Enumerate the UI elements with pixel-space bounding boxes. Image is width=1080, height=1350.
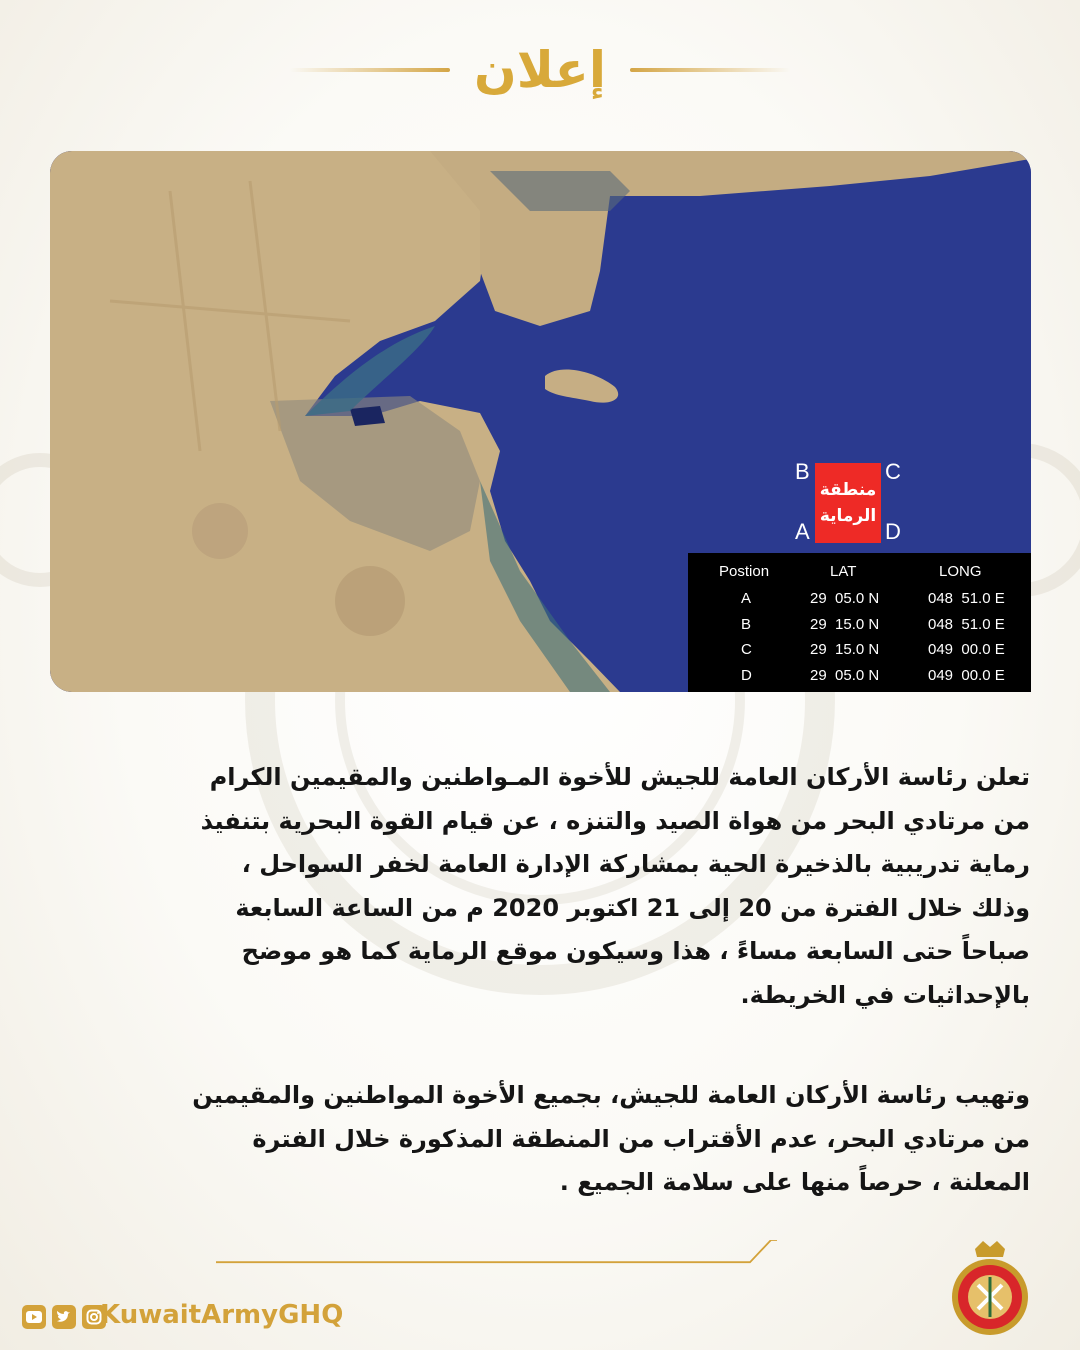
cell-position: A — [741, 590, 752, 607]
cell-long: 048 51.0 E — [928, 616, 1005, 633]
zone-label-line1: منطقة — [819, 480, 877, 500]
paragraph-line: من مرتادي البحر من هواة الصيد والتنزه ، عن قيام القوة البحرية بتنفيذ — [200, 806, 1030, 835]
cell-lat: 29 05.0 N — [810, 667, 880, 684]
corner-label-b: B — [795, 459, 810, 484]
firing-zone-marker — [815, 463, 881, 543]
social-links — [22, 1305, 106, 1329]
paragraph-line: تعلن رئاسة الأركان العامة للجيش للأخوة المـواطنين والمقيمين الكرام — [209, 763, 1030, 791]
header-lat: LAT — [830, 563, 857, 580]
paragraph-line: وتهيب رئاسة الأركان العامة للجيش، بجميع الأخوة المواطنين والمقيمين — [192, 1081, 1030, 1109]
announcement-title: إعلان — [474, 41, 606, 99]
zone-label-line2: الرماية — [819, 506, 877, 526]
header-position: Postion — [719, 563, 770, 580]
footer-divider — [0, 1240, 1080, 1264]
table-row — [688, 590, 1031, 616]
corner-label-c: C — [885, 459, 901, 484]
title-ornament-right — [630, 68, 790, 72]
corner-label-a: A — [795, 519, 810, 544]
cell-long: 048 51.0 E — [928, 590, 1005, 607]
paragraph-line: بالإحداثيات في الخريطة. — [740, 980, 1030, 1009]
cell-lat: 29 05.0 N — [810, 590, 880, 607]
paragraph-line: من مرتادي البحر، عدم الأقتراب من المنطقة المذكورة خلال الفترة — [252, 1124, 1030, 1153]
cell-position: C — [741, 641, 752, 658]
twitter-icon[interactable] — [52, 1305, 76, 1329]
army-emblem — [945, 1237, 1035, 1337]
cell-long: 049 00.0 E — [928, 667, 1005, 684]
corner-label-d: D — [885, 519, 901, 544]
cell-long: 049 00.0 E — [928, 641, 1005, 658]
table-row — [688, 641, 1031, 667]
youtube-icon[interactable] — [22, 1305, 46, 1329]
cell-position: D — [741, 667, 752, 684]
table-row — [688, 667, 1031, 693]
social-handle[interactable]: KuwaitArmyGHQ — [100, 1300, 344, 1330]
header-long: LONG — [939, 563, 982, 580]
paragraph-line: صباحاً حتى السابعة مساءً ، هذا وسيكون موقع الرماية كما هو موضح — [241, 937, 1030, 965]
header — [0, 30, 1080, 110]
paragraph-line: رماية تدريبية بالذخيرة الحية بمشاركة الإدارة العامة لخفر السواحل ، — [241, 850, 1030, 878]
paragraph-line: وذلك خلال الفترة من 20 إلى 21 اكتوبر 2020 م من الساعة السابعة — [235, 893, 1030, 922]
title-ornament-left — [290, 68, 450, 72]
announcement-paragraph-1 — [48, 756, 1030, 1017]
table-header-row — [688, 563, 1031, 589]
coordinates-table — [688, 553, 1031, 692]
announcement-paragraph-2 — [48, 1074, 1030, 1205]
cell-position: B — [741, 616, 752, 633]
cell-lat: 29 15.0 N — [810, 616, 880, 633]
cell-lat: 29 15.0 N — [810, 641, 880, 658]
table-row — [688, 616, 1031, 642]
paragraph-line: المعلنة ، حرصاً منها على سلامة الجميع . — [559, 1168, 1030, 1196]
